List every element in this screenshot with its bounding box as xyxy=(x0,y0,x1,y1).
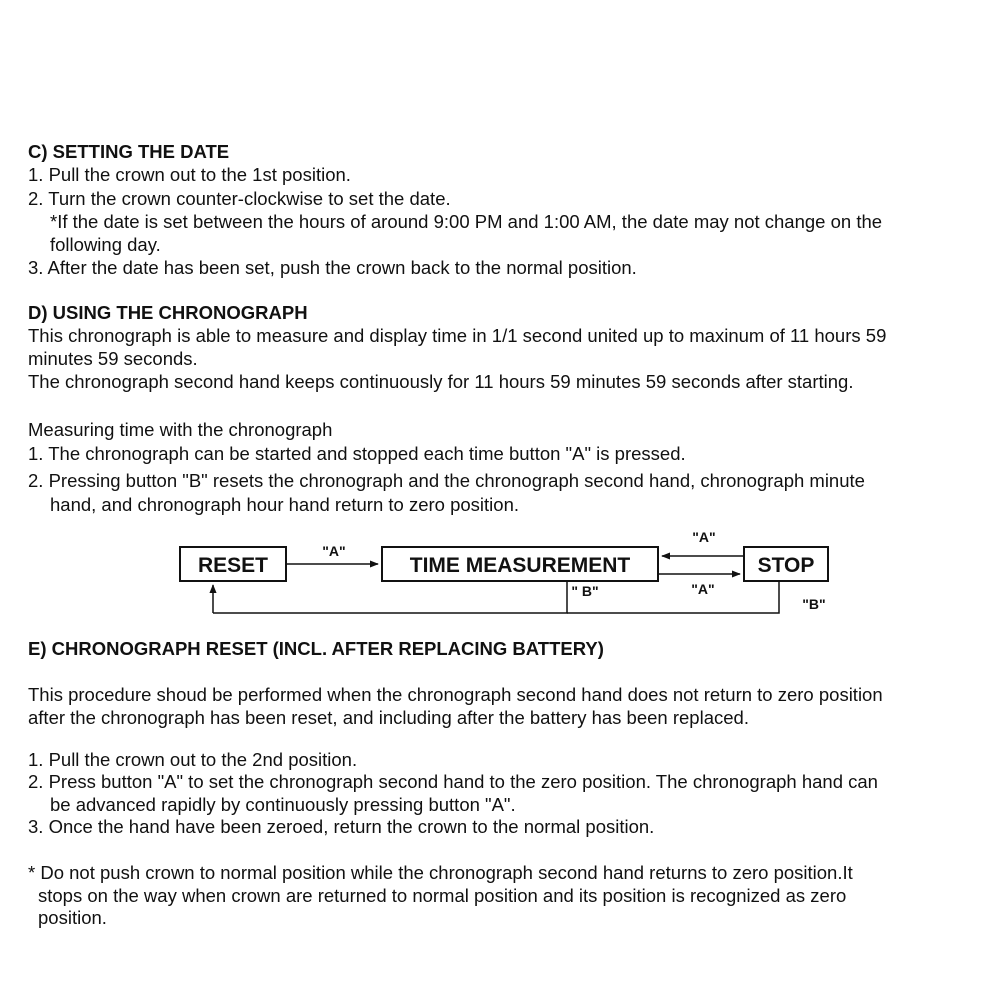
section-d-step-2-cont: hand, and chronograph hour hand return to zero position. xyxy=(50,494,519,515)
section-d-title: D) USING THE CHRONOGRAPH xyxy=(28,302,308,323)
section-c-step-2: 2. Turn the crown counter-clockwise to set the date. xyxy=(28,188,451,209)
reset-box-label: RESET xyxy=(197,554,269,577)
section-d-intro-line-2: minutes 59 seconds. xyxy=(28,348,198,369)
label-a-time-to-stop: "A" xyxy=(691,581,715,597)
section-e-intro-line-2: after the chronograph has been reset, and including after the battery has been replaced. xyxy=(28,707,749,728)
section-e-step-2: 2. Press button "A" to set the chronograph second hand to the zero position. The chronograph hand can xyxy=(28,771,878,792)
section-e-note-line-3: position. xyxy=(38,907,107,928)
section-c-step-3: 3. After the date has been set, push the crown back to the normal position. xyxy=(28,257,637,278)
time-measurement-box-label: TIME MEASUREMENT xyxy=(409,554,631,577)
section-c-note-line-2: following day. xyxy=(50,234,161,255)
section-c-note-line-1: *If the date is set between the hours of around 9:00 PM and 1:00 AM, the date may not change on the xyxy=(50,211,883,232)
label-b-stop: "B" xyxy=(802,596,826,612)
section-e-step-2-cont: be advanced rapidly by continuously pressing button "A". xyxy=(50,794,516,815)
section-c-title: C) SETTING THE DATE xyxy=(28,141,230,162)
section-d-step-1: 1. The chronograph can be started and stopped each time button "A" is pressed. xyxy=(28,443,686,464)
section-e-note-line-1: * Do not push crown to normal position while the chronograph second hand returns to zero position.It xyxy=(28,862,853,883)
section-e-step-1: 1. Pull the crown out to the 2nd position. xyxy=(28,749,358,770)
section-d-intro-line-3: The chronograph second hand keeps continuously for 11 hours 59 minutes 59 seconds after starting. xyxy=(28,371,854,392)
section-e-note-line-2: stops on the way when crown are returned to normal position and its position is recognized as zero xyxy=(38,885,847,906)
stop-box-label: STOP xyxy=(757,554,815,577)
section-e-title: E) CHRONOGRAPH RESET (INCL. AFTER REPLACING BATTERY) xyxy=(28,638,604,659)
section-d-intro-line-1: This chronograph is able to measure and display time in 1/1 second united up to maxinum of 11 hours 59 xyxy=(28,325,887,346)
label-a-stop-to-time: "A" xyxy=(692,529,716,545)
section-c-step-1: 1. Pull the crown out to the 1st position. xyxy=(28,164,351,185)
label-a-reset-to-time: "A" xyxy=(322,543,346,559)
label-b-time: " B" xyxy=(571,583,599,599)
section-e-intro-line-1: This procedure shoud be performed when the chronograph second hand does not return to zero position xyxy=(28,684,883,705)
section-d-step-2: 2. Pressing button "B" resets the chronograph and the chronograph second hand, chronograph minute xyxy=(28,470,865,491)
section-e-step-3: 3. Once the hand have been zeroed, return the crown to the normal position. xyxy=(28,816,655,837)
section-d-subheading: Measuring time with the chronograph xyxy=(28,419,333,440)
path-b-stop-to-reset xyxy=(567,581,779,613)
path-b-time-to-reset xyxy=(213,581,567,613)
